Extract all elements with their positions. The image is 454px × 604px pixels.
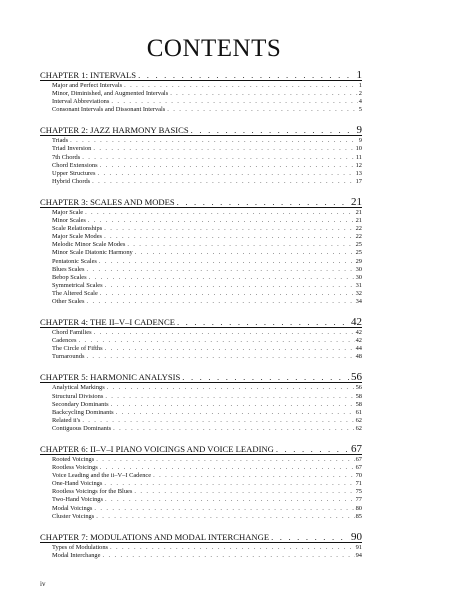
toc-entry <box>40 417 362 425</box>
entry-page-number: 13 <box>355 169 362 177</box>
chapter-page-number: 9 <box>356 124 362 137</box>
dot-leader <box>86 266 354 274</box>
entry-page-number: 17 <box>355 177 362 185</box>
dot-leader <box>82 417 354 425</box>
entry-title: The Altered Scale <box>52 289 98 297</box>
entry-title: Interval Abbreviations <box>52 98 110 106</box>
chapter-block <box>40 532 362 560</box>
dot-leader <box>111 98 357 106</box>
entry-title: Rootless Voicings <box>52 464 98 472</box>
dot-leader <box>107 384 355 392</box>
chapter-block <box>40 70 362 114</box>
toc-entry <box>40 513 362 521</box>
entry-title: 7th Chords <box>52 153 81 161</box>
dot-leader <box>167 106 358 114</box>
entry-title: Contiguous Dominants <box>52 424 112 432</box>
dot-leader <box>116 409 355 417</box>
entry-page-number: 31 <box>355 281 362 289</box>
dot-leader <box>113 425 354 433</box>
entry-title: Bebop Scales <box>52 273 87 281</box>
toc-entry <box>40 137 362 145</box>
entry-page-number: 22 <box>355 233 362 241</box>
entry-title: Minor Scales <box>52 217 86 225</box>
dot-leader <box>85 209 355 217</box>
entry-title: Other Scales <box>52 297 85 305</box>
entry-title: Backcycling Dominants <box>52 408 114 416</box>
toc-entry <box>40 409 362 417</box>
entry-page-number: 58 <box>355 400 362 408</box>
dot-leader <box>110 544 355 552</box>
entry-page-number: 42 <box>355 337 362 345</box>
toc-entry <box>40 209 362 217</box>
toc-entry <box>40 464 362 472</box>
entry-page-number: 80 <box>355 504 362 512</box>
toc-entry <box>40 290 362 298</box>
entry-title: Symmetrical Scales <box>52 281 103 289</box>
dot-leader <box>79 337 355 345</box>
entry-title: Structural Divisions <box>52 392 104 400</box>
dot-leader <box>124 82 358 90</box>
toc-entry <box>40 425 362 433</box>
chapter-title: CHAPTER 4: THE II–V–I CADENCE <box>40 317 175 328</box>
entry-title: Analytical Markings <box>52 384 105 392</box>
toc-entry <box>40 345 362 353</box>
entry-title: Major Scale Modes <box>52 233 103 241</box>
entry-page-number: 29 <box>355 257 362 265</box>
entry-page-number: 25 <box>355 249 362 257</box>
toc-entry <box>40 90 362 98</box>
entry-page-number: 62 <box>355 424 362 432</box>
entry-title: Two-Hand Voicings <box>52 496 103 504</box>
chapter-title: CHAPTER 7: MODULATIONS AND MODAL INTERCHANGE <box>40 531 270 542</box>
entry-title: Minor Scale Diatonic Harmony <box>52 249 133 257</box>
entry-title: Rooted Voicings <box>52 456 95 463</box>
toc-entry <box>40 480 362 488</box>
entry-page-number: 61 <box>355 408 362 416</box>
entry-title: Triad Inversion <box>52 145 92 153</box>
entry-page-number: 48 <box>355 353 362 361</box>
entry-title: Chord Extensions <box>52 161 98 169</box>
entry-title: Modal Voicings <box>52 504 93 512</box>
toc-entry <box>40 472 362 480</box>
dot-leader <box>177 317 350 327</box>
entry-page-number: 10 <box>355 145 362 153</box>
toc-entry <box>40 154 362 162</box>
dot-leader <box>96 513 354 521</box>
toc-entry <box>40 98 362 106</box>
page-title: CONTENTS <box>146 35 282 62</box>
page-number-footer: iv <box>40 580 46 588</box>
dot-leader <box>100 464 355 472</box>
entry-page-number: 71 <box>355 480 362 488</box>
dot-leader <box>138 70 355 80</box>
entry-page-number: 2 <box>358 90 362 98</box>
entry-page-number: 9 <box>358 137 362 145</box>
dot-leader <box>88 217 355 225</box>
chapter-heading <box>40 125 362 136</box>
chapter-block <box>40 372 362 433</box>
entry-title: Hybrid Chords <box>52 177 91 185</box>
toc-entry <box>40 233 362 241</box>
entry-page-number: 30 <box>355 265 362 273</box>
chapter-heading <box>40 372 362 383</box>
chapter-title: CHAPTER 3: SCALES AND MODES <box>40 196 175 207</box>
entry-title: Related ii's <box>52 416 81 424</box>
entry-page-number: 21 <box>355 217 362 225</box>
entry-page-number: 77 <box>355 496 362 504</box>
chapter-title: CHAPTER 5: HARMONIC ANALYSIS <box>40 372 181 383</box>
entry-page-number: 62 <box>355 416 362 424</box>
toc-entry <box>40 298 362 306</box>
dot-leader <box>104 480 354 488</box>
chapter-block <box>40 444 362 521</box>
entry-page-number: 91 <box>355 543 362 551</box>
entry-page-number: 22 <box>355 225 362 233</box>
toc-entry <box>40 456 362 464</box>
dot-leader <box>182 372 350 382</box>
toc-entry <box>40 258 362 266</box>
toc-entry <box>40 496 362 504</box>
toc-entry <box>40 225 362 233</box>
dot-leader <box>94 329 355 337</box>
dot-leader <box>102 552 354 560</box>
chapter-heading <box>40 532 362 543</box>
entry-page-number: 21 <box>355 208 362 216</box>
dot-leader <box>92 178 354 186</box>
entry-page-number: 75 <box>355 488 362 496</box>
entry-page-number: 56 <box>355 384 362 392</box>
toc-entry <box>40 337 362 345</box>
entry-title: Scale Relationships <box>52 225 103 233</box>
dot-leader <box>89 274 355 282</box>
dot-leader <box>111 401 355 409</box>
entry-page-number: 85 <box>355 512 362 520</box>
entry-title: Minor, Diminished, and Augmented Intervals <box>52 90 169 98</box>
dot-leader <box>82 154 355 162</box>
entry-title: Consonant Intervals and Dissonant Intervals <box>52 106 166 114</box>
chapter-page-number: 67 <box>351 443 362 455</box>
entry-title: Pentatonic Scales <box>52 257 97 265</box>
table-of-contents <box>40 70 362 560</box>
dot-leader <box>105 345 355 353</box>
dot-leader <box>177 197 350 207</box>
dot-leader <box>94 505 354 513</box>
dot-leader <box>86 353 354 361</box>
entry-title: Secondary Dominants <box>52 400 109 408</box>
chapter-block <box>40 317 362 361</box>
dot-leader <box>153 472 355 480</box>
dot-leader <box>86 298 354 306</box>
toc-entry <box>40 241 362 249</box>
chapter-heading <box>40 444 362 455</box>
dot-leader <box>96 456 354 464</box>
chapter-heading <box>40 317 362 328</box>
entry-page-number: 5 <box>358 106 362 114</box>
entry-page-number: 44 <box>355 345 362 353</box>
toc-entry <box>40 282 362 290</box>
entry-title: Major and Perfect Intervals <box>52 82 123 89</box>
entry-page-number: 12 <box>355 161 362 169</box>
entry-page-number: 70 <box>355 472 362 480</box>
dot-leader <box>170 90 358 98</box>
entry-page-number: 67 <box>355 464 362 472</box>
dot-leader <box>100 162 355 170</box>
toc-entry <box>40 249 362 257</box>
chapter-title: CHAPTER 6: II–V–I PIANO VOICINGS AND VOICE LEADING <box>40 444 274 454</box>
dot-leader <box>105 282 355 290</box>
dot-leader <box>104 225 354 233</box>
entry-page-number: 94 <box>355 551 362 559</box>
toc-entry <box>40 505 362 513</box>
dot-leader <box>70 137 358 145</box>
chapter-block <box>40 125 362 186</box>
entry-title: Upper Structures <box>52 169 96 177</box>
entry-page-number: 11 <box>355 153 362 161</box>
toc-entry <box>40 178 362 186</box>
chapter-heading <box>40 70 362 81</box>
dot-leader <box>191 125 356 135</box>
entry-page-number: 1 <box>358 82 362 89</box>
toc-entry <box>40 217 362 225</box>
toc-entry <box>40 544 362 552</box>
entry-title: Modal Interchange <box>52 551 101 559</box>
entry-title: Turnarounds <box>52 353 85 361</box>
dot-leader <box>93 145 354 153</box>
dot-leader <box>105 393 354 401</box>
entry-page-number: 30 <box>355 273 362 281</box>
chapter-block <box>40 197 362 306</box>
entry-page-number: 32 <box>355 289 362 297</box>
toc-entry <box>40 82 362 90</box>
entry-title: Rootless Voicings for the Blues <box>52 488 133 496</box>
toc-entry <box>40 274 362 282</box>
dot-leader <box>135 249 355 257</box>
entry-title: One-Hand Voicings <box>52 480 103 488</box>
entry-page-number: 58 <box>355 392 362 400</box>
dot-leader <box>97 170 354 178</box>
toc-entry <box>40 266 362 274</box>
chapter-heading <box>40 197 362 208</box>
toc-entry <box>40 384 362 392</box>
entry-title: The Circle of Fifths <box>52 345 103 353</box>
entry-page-number: 34 <box>355 297 362 305</box>
dot-leader <box>104 233 355 241</box>
entry-page-number: 4 <box>358 98 362 106</box>
dot-leader <box>105 496 355 504</box>
dot-leader <box>99 258 355 266</box>
entry-title: Triads <box>52 137 69 145</box>
entry-title: Blues Scales <box>52 265 85 273</box>
entry-title: Major Scale <box>52 208 84 216</box>
toc-entry <box>40 552 362 560</box>
dot-leader <box>271 532 350 542</box>
toc-entry <box>40 162 362 170</box>
dot-leader <box>100 290 355 298</box>
entry-title: Cluster Voicings <box>52 512 95 520</box>
entry-page-number: 25 <box>355 241 362 249</box>
chapter-title: CHAPTER 1: INTERVALS <box>40 70 137 80</box>
dot-leader <box>127 241 354 249</box>
toc-entry <box>40 170 362 178</box>
chapter-page-number: 21 <box>351 195 362 208</box>
toc-entry <box>40 329 362 337</box>
entry-title: Voice Leading and the ii–V–I Cadence <box>52 472 152 480</box>
entry-page-number: 67 <box>355 456 362 463</box>
dot-leader <box>134 488 354 496</box>
toc-entry <box>40 145 362 153</box>
entry-title: Chord Families <box>52 329 92 337</box>
toc-entry <box>40 353 362 361</box>
toc-entry <box>40 393 362 401</box>
entry-title: Types of Modulations <box>52 543 108 551</box>
chapter-page-number: 90 <box>351 530 362 543</box>
entry-page-number: 42 <box>355 329 362 337</box>
entry-title: Melodic Minor Scale Modes <box>52 241 126 249</box>
chapter-title: CHAPTER 2: JAZZ HARMONY BASICS <box>40 125 189 136</box>
chapter-page-number: 56 <box>351 371 362 384</box>
chapter-page-number: 42 <box>351 316 362 329</box>
toc-entry <box>40 106 362 114</box>
dot-leader <box>276 444 350 454</box>
entry-title: Cadences <box>52 337 77 345</box>
chapter-page-number: 1 <box>356 69 362 81</box>
toc-entry <box>40 401 362 409</box>
toc-entry <box>40 488 362 496</box>
